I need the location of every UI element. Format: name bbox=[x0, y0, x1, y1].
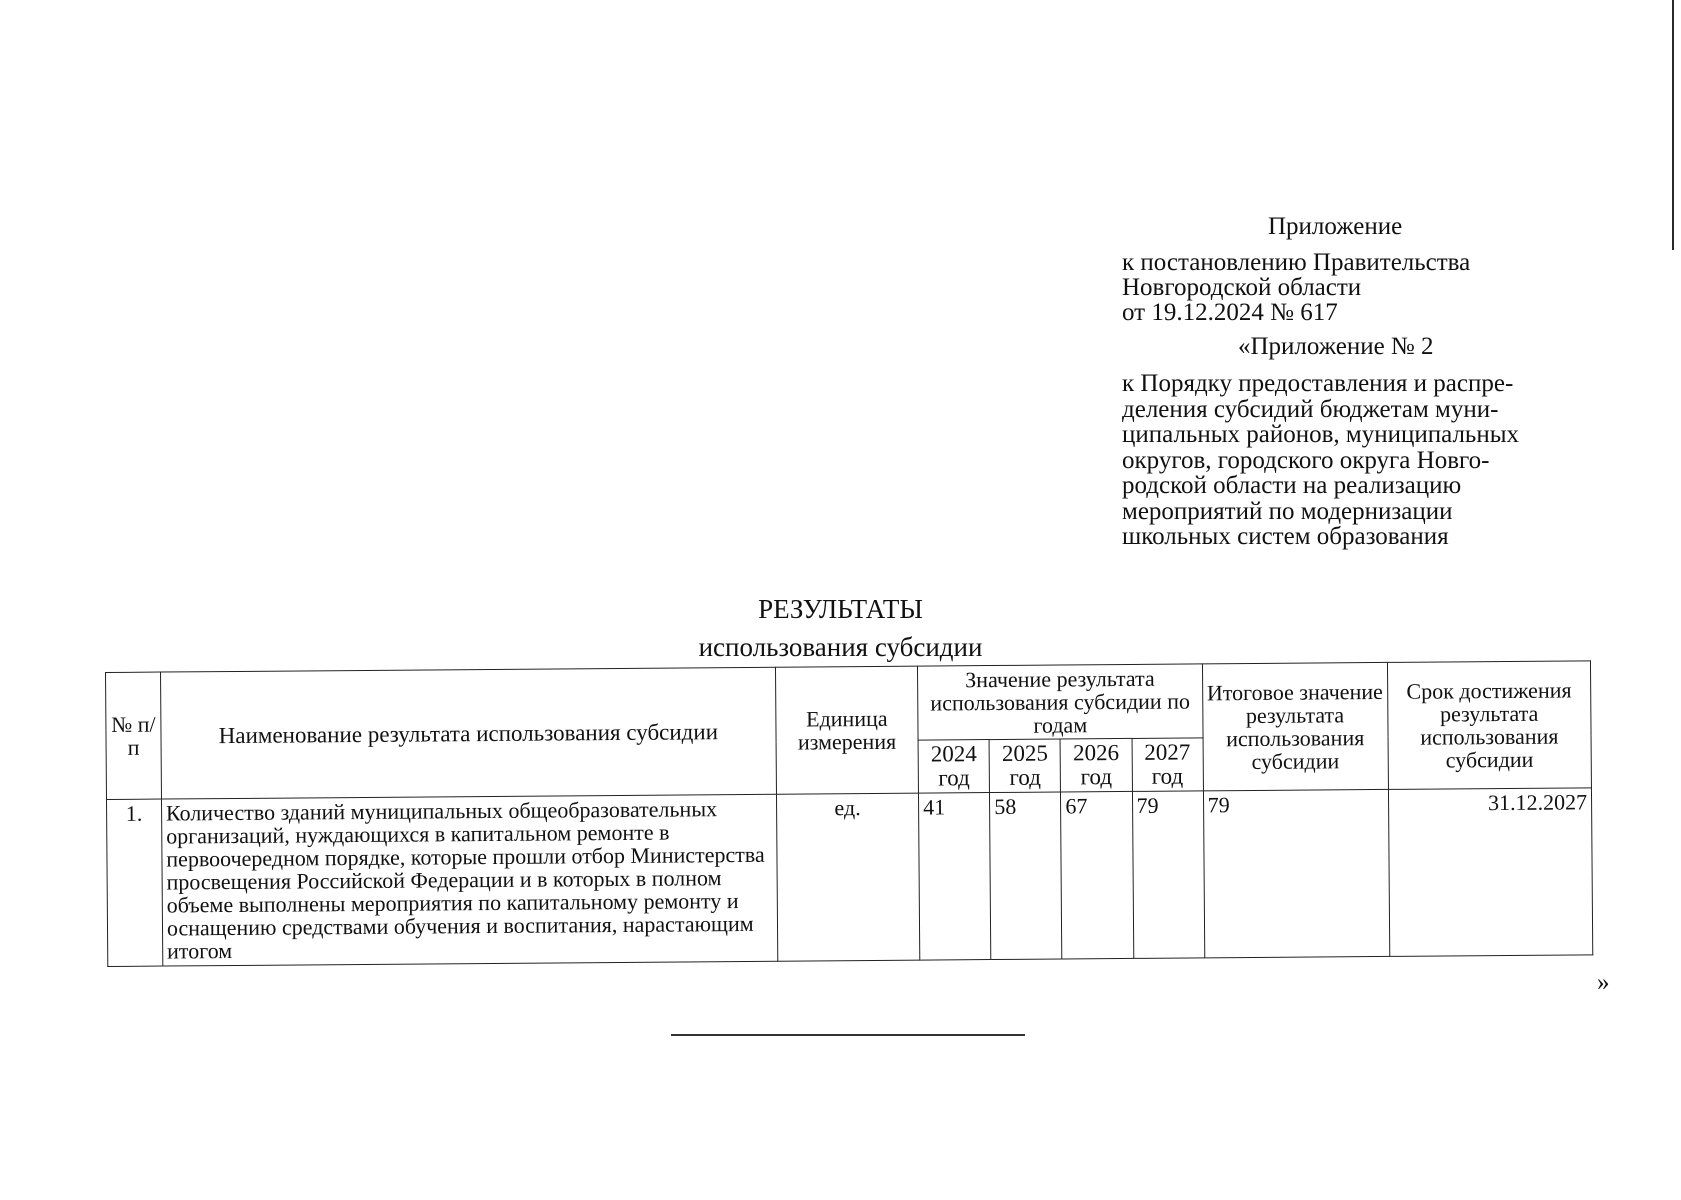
row-value-2027: 79 bbox=[1132, 791, 1204, 959]
appendix-2-label: «Приложение № 2 bbox=[1238, 333, 1434, 360]
row-value-2025: 58 bbox=[990, 792, 1062, 960]
header-unit: Единица измерения bbox=[775, 666, 918, 794]
header-num: № п/п bbox=[106, 672, 162, 799]
header-year-2026: 2026 год bbox=[1060, 738, 1132, 792]
header-year-2027: 2027 год bbox=[1132, 738, 1204, 792]
table-header-row bbox=[106, 661, 1592, 747]
closing-quote: » bbox=[1597, 969, 1610, 996]
order-reference: к Порядку предоставления и распре- деления субсидий бюджетам муни- ципальных районов, муниципальных округов, городского округа Новго- родской области на реализацию мероприятий по модернизации школьных систем образования bbox=[1122, 370, 1519, 550]
table-row bbox=[107, 788, 1593, 967]
header-deadline: Срок достижения результата использования субсидии bbox=[1387, 661, 1591, 790]
scan-edge-line bbox=[1672, 0, 1674, 250]
row-unit: ед. bbox=[776, 793, 920, 961]
resolution-reference: к постановлению Правительства Новгородской области от 19.12.2024 № 617 bbox=[1122, 249, 1471, 326]
header-total: Итоговое значение результата использования субсидии bbox=[1202, 662, 1388, 790]
row-total: 79 bbox=[1203, 789, 1389, 957]
header-year-2024: 2024 год bbox=[918, 740, 990, 794]
bottom-divider bbox=[671, 1034, 1025, 1036]
row-deadline: 31.12.2027 bbox=[1388, 788, 1593, 957]
row-value-2026: 67 bbox=[1061, 791, 1133, 959]
results-table bbox=[105, 660, 1593, 967]
row-name: Количество зданий муниципальных общеобразовательных организаций, нуждающихся в капитальном ремонте в первоочередном порядке, которые прошли отбор Министерства просвещения Российской Федерации и в которых в полном объеме выполнены мероприятия по капитальному ремонту и оснащению средствами обучения и воспитания, нарастающим итогом bbox=[161, 794, 777, 966]
row-value-2024: 41 bbox=[919, 793, 991, 961]
header-by-years: Значение результата использования субсидии по годам bbox=[918, 664, 1203, 740]
appendix-label: Приложение bbox=[1268, 213, 1403, 240]
document-title: РЕЗУЛЬТАТЫ bbox=[758, 594, 923, 624]
document-subtitle: использования субсидии bbox=[698, 632, 983, 662]
header-name: Наименование результата использования субсидии bbox=[160, 667, 776, 799]
row-num: 1. bbox=[107, 799, 163, 966]
header-year-2025: 2025 год bbox=[989, 739, 1061, 793]
